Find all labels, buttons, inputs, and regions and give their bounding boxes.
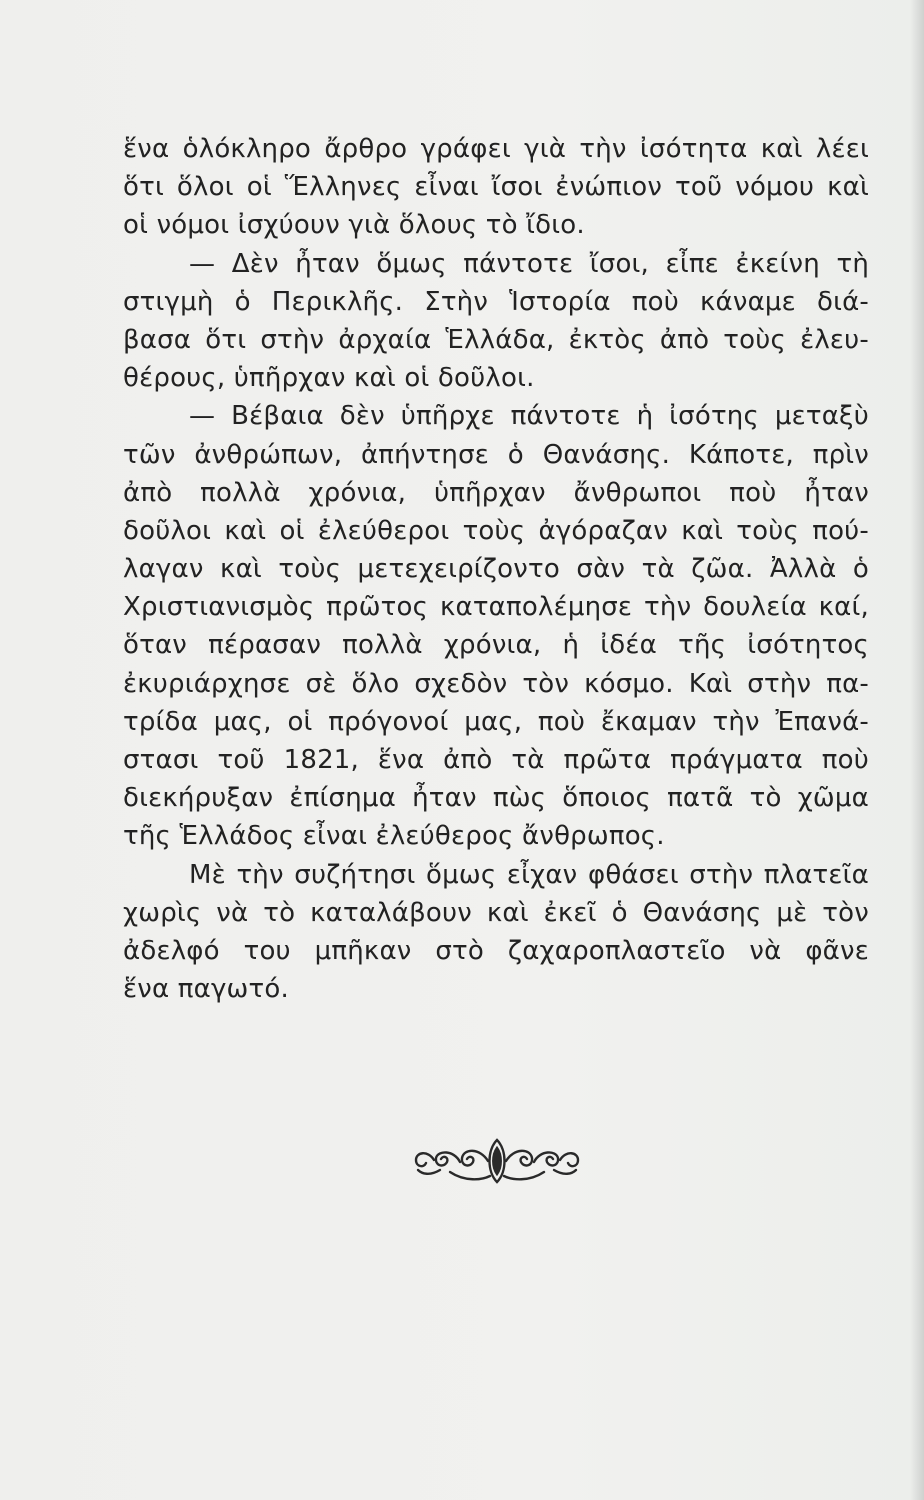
text-line: βασα ὅτι στὴν ἀρχαία Ἑλλάδα, ἐκτὸς ἀπὸ τοὺς ἐλευ-	[123, 324, 869, 355]
text-line: τῆς Ἑλλάδος εἶναι ἐλεύθερος ἄνθρωπος.	[123, 821, 665, 852]
text-line: ἕνα ὁλόκληρο ἄρθρο γράφει γιὰ τὴν ἰσότητα καὶ λέει	[123, 134, 869, 164]
text-line: ἕνα παγωτό.	[123, 974, 289, 1005]
text-line: Χριστιανισμὸς πρῶτος καταπολέμησε τὴν δουλεία καί,	[123, 592, 869, 623]
text-line: στιγμὴ ὁ Περικλῆς. Στὴν Ἱστορία ποὺ κάναμε διά-	[123, 286, 869, 317]
text-line: λαγαν καὶ τοὺς μετεχειρίζοντο σὰν τὰ ζῶα. Ἀλλὰ ὁ	[123, 554, 869, 585]
scroll-ornament-icon	[410, 1136, 584, 1186]
text-line: ἀδελφό του μπῆκαν στὸ ζαχαροπλαστεῖο νὰ φᾶνε	[123, 935, 869, 966]
text-line: τῶν ἀνθρώπων, ἀπήντησε ὁ Θανάσης. Κάποτε, πρὶν	[123, 439, 869, 470]
text-line: ὅτι ὅλοι οἱ Ἕλληνες εἶναι ἴσοι ἐνώπιον τοῦ νόμου καὶ	[123, 172, 869, 203]
text-line: τρίδα μας, οἱ πρόγονοί μας, ποὺ ἔκαμαν τὴν Ἐπανά-	[123, 706, 869, 737]
text-line: διεκήρυξαν ἐπίσημα ἦταν πὼς ὅποιος πατᾶ τὸ χῶμα	[123, 783, 869, 814]
page-edge-shadow	[910, 0, 924, 1500]
text-line: χωρὶς νὰ τὸ καταλάβουν καὶ ἐκεῖ ὁ Θανάσης μὲ τὸν	[123, 897, 869, 928]
text-line: ὅταν πέρασαν πολλὰ χρόνια, ἡ ἰδέα τῆς ἰσότητος	[123, 630, 869, 661]
text-line: οἱ νόμοι ἰσχύουν γιὰ ὅλους τὸ ἴδιο.	[123, 210, 585, 241]
text-line: — Δὲν ἦταν ὅμως πάντοτε ἴσοι, εἶπε ἐκείνη τὴ	[189, 248, 869, 279]
text-line: στασι τοῦ 1821, ἕνα ἀπὸ τὰ πρῶτα πράγματα ποὺ	[123, 745, 869, 775]
text-line: Μὲ τὴν συζήτησι ὅμως εἶχαν φθάσει στὴν πλατεῖα	[189, 859, 869, 890]
text-line: — Βέβαια δὲν ὑπῆρχε πάντοτε ἡ ἰσότης μεταξὺ	[189, 401, 869, 432]
text-line: ἐκυριάρχησε σὲ ὅλο σχεδὸν τὸν κόσμο. Καὶ στὴν πα-	[123, 668, 869, 699]
body-text	[123, 130, 869, 1008]
text-line: δοῦλοι καὶ οἱ ἐλεύθεροι τοὺς ἀγόραζαν καὶ τοὺς πού-	[123, 515, 869, 546]
text-line: θέρους, ὑπῆρχαν καὶ οἱ δοῦλοι.	[123, 363, 535, 394]
text-line: ἀπὸ πολλὰ χρόνια, ὑπῆρχαν ἄνθρωποι ποὺ ἦταν	[123, 477, 869, 508]
